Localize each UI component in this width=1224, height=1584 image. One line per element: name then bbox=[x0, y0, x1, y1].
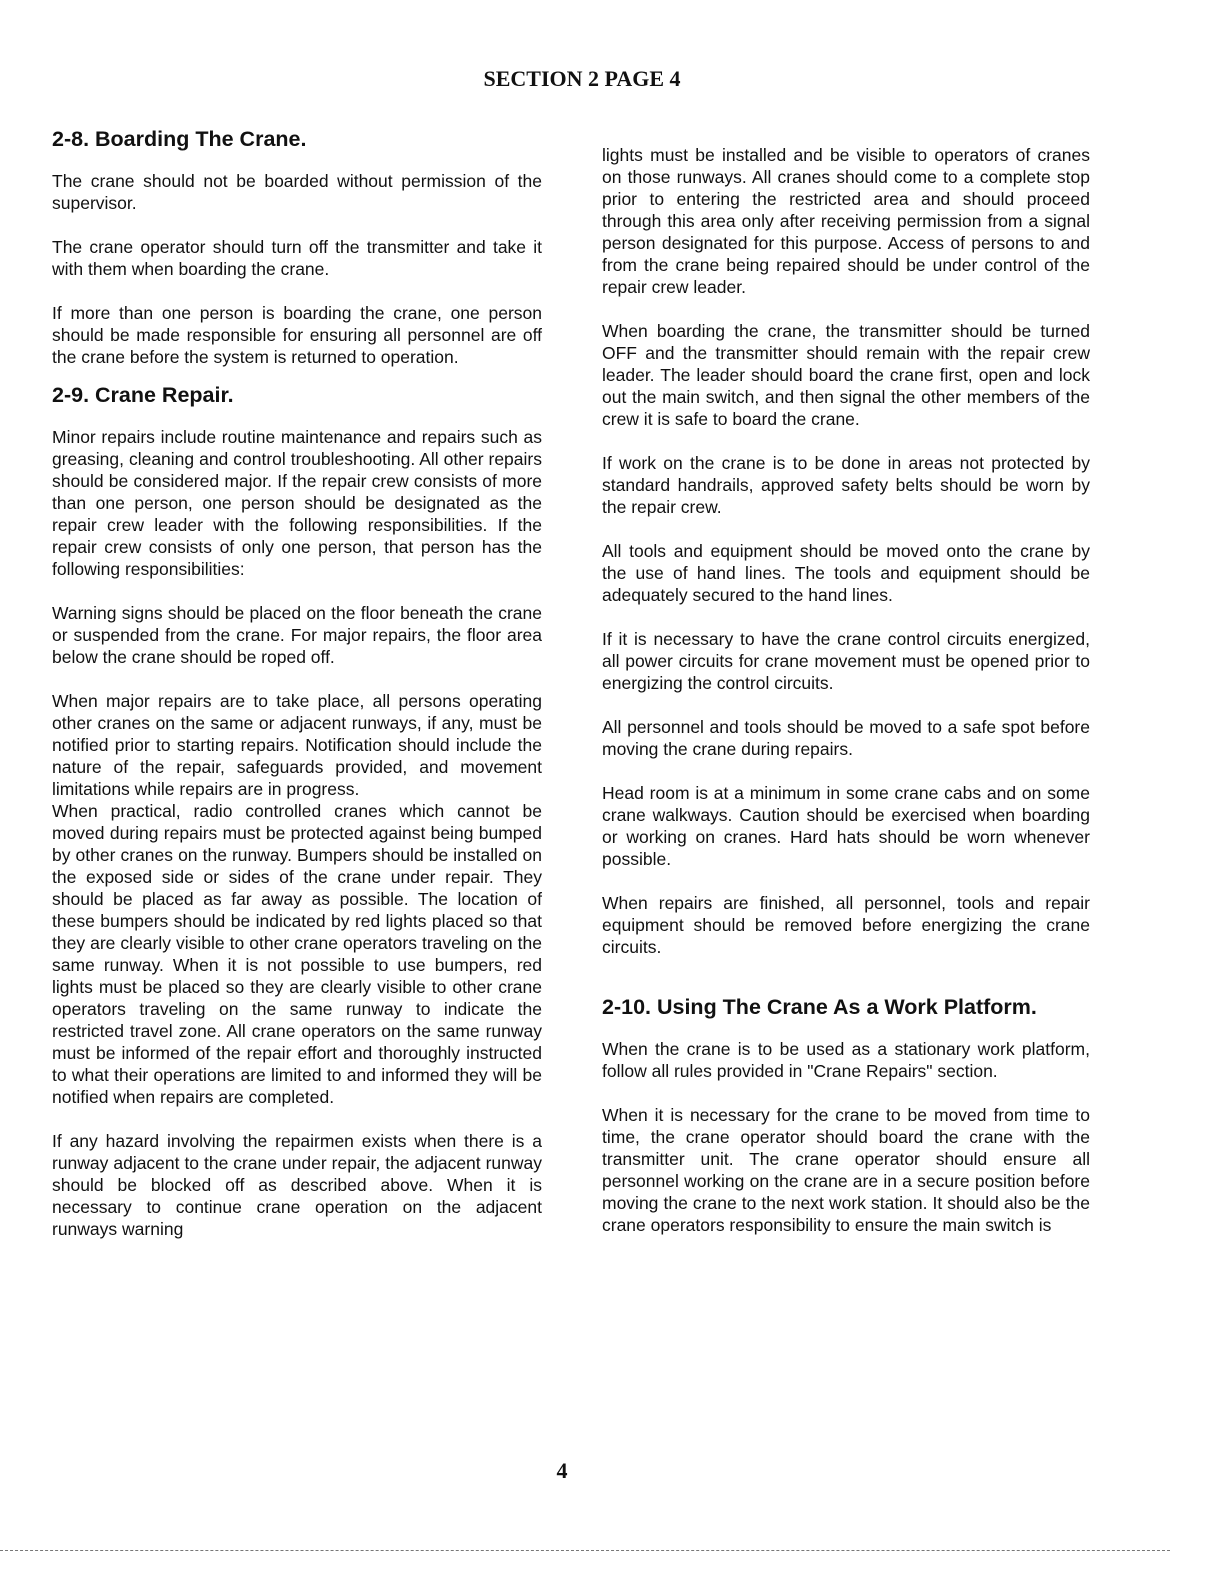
repair-paragraph-8: If work on the crane is to be done in areas not protected by standard handrails, approved safety belts should be worn by the repair crew. bbox=[602, 453, 1090, 517]
repair-paragraph-2: Warning signs should be placed on the floor beneath the crane or suspended from the crane. For major repairs, the floor area below the crane should be roped off. bbox=[52, 603, 542, 667]
page-number: 4 bbox=[556, 1458, 568, 1483]
platform-paragraph-2: When it is necessary for the crane to be moved from time to time, the crane operator should board the crane with the transmitter unit. The crane operator should ensure all personnel working on the crane are in a secure position before moving the crane to the next work station. It should also be the crane operators responsibility to ensure the main switch is bbox=[602, 1105, 1090, 1235]
repair-paragraph-5: If any hazard involving the repairmen exists when there is a runway adjacent to the crane under repair, the adjacent runway should be blocked off as described above. When it is necessary to continue crane operation on the adjacent runways warning bbox=[52, 1131, 542, 1239]
repair-paragraph-4: When practical, radio controlled cranes which cannot be moved during repairs must be protected against being bumped by other cranes on the runway. Bumpers should be installed on the exposed side or sides of the crane under repair. They should be placed as far away as possible. The location of these bumpers should be indicated by red lights placed so that they are clearly visible to other crane operators traveling on the same runway. When it is not possible to use bumpers, red lights must be placed so they are clearly visible to other crane operators traveling on the same runway to indicate the restricted travel zone. All crane operators on the same runway must be informed of the repair effort and thoroughly instructed to what their operations are limited to and informed they will be notified when repairs are completed. bbox=[52, 801, 542, 1107]
boarding-heading: 2-8. Boarding The Crane. bbox=[52, 127, 307, 151]
repair-paragraph-7: When boarding the crane, the transmitter should be turned OFF and the transmitter should remain with the repair crew leader. The leader should board the crane first, open and lock out the main switch, and then signal the other members of the crew it is safe to board the crane. bbox=[602, 321, 1090, 429]
repair-paragraph-9: All tools and equipment should be moved onto the crane by the use of hand lines. The tools and equipment should be adequately secured to the hand lines. bbox=[602, 541, 1090, 605]
platform-paragraph-1: When the crane is to be used as a stationary work platform, follow all rules provided in "Crane Repairs" section. bbox=[602, 1039, 1090, 1081]
section-page-header: SECTION 2 PAGE 4 bbox=[483, 66, 681, 91]
repair-paragraph-13: When repairs are finished, all personnel, tools and repair equipment should be removed before energizing the crane circuits. bbox=[602, 893, 1090, 957]
boarding-paragraph-1: The crane should not be boarded without permission of the supervisor. bbox=[52, 171, 542, 213]
repair-paragraph-1: Minor repairs include routine maintenance and repairs such as greasing, cleaning and control troubleshooting. All other repairs should be considered major. If the repair crew consists of more than one person, one person should be designated as the repair crew leader with the following responsibilities. If the repair crew consists of only one person, that person has the following responsibilities: bbox=[52, 427, 542, 579]
repair-paragraph-6: lights must be installed and be visible to operators of cranes on those runways. All cranes should come to a complete stop prior to entering the restricted area and should proceed through this area only after receiving permission from a signal person designated for this purpose. Access of persons to and from the crane being repaired should be under control of the repair crew leader. bbox=[602, 145, 1090, 297]
boarding-paragraph-3: If more than one person is boarding the crane, one person should be made responsible for ensuring all personnel are off the crane before the system is returned to operation. bbox=[52, 303, 542, 367]
footer-divider bbox=[0, 1550, 1170, 1551]
platform-heading: 2-10. Using The Crane As a Work Platform. bbox=[602, 995, 1037, 1019]
repair-heading: 2-9. Crane Repair. bbox=[52, 383, 234, 407]
left-column bbox=[52, 126, 542, 1262]
repair-paragraph-3: When major repairs are to take place, all persons operating other cranes on the same or adjacent runways, if any, must be notified prior to starting repairs. Notification should include the nature of the repair, safeguards provided, and movement limitations while repairs are in progress. bbox=[52, 691, 542, 799]
repair-paragraph-12: Head room is at a minimum in some crane cabs and on some crane walkways. Caution should be exercised when boarding or working on cranes. Hard hats should be worn whenever possible. bbox=[602, 783, 1090, 869]
repair-paragraph-11: All personnel and tools should be moved to a safe spot before moving the crane during repairs. bbox=[602, 717, 1090, 759]
repair-paragraph-10: If it is necessary to have the crane control circuits energized, all power circuits for crane movement must be opened prior to energizing the control circuits. bbox=[602, 629, 1090, 693]
boarding-paragraph-2: The crane operator should turn off the transmitter and take it with them when boarding the crane. bbox=[52, 237, 542, 279]
right-column bbox=[602, 144, 1090, 1258]
